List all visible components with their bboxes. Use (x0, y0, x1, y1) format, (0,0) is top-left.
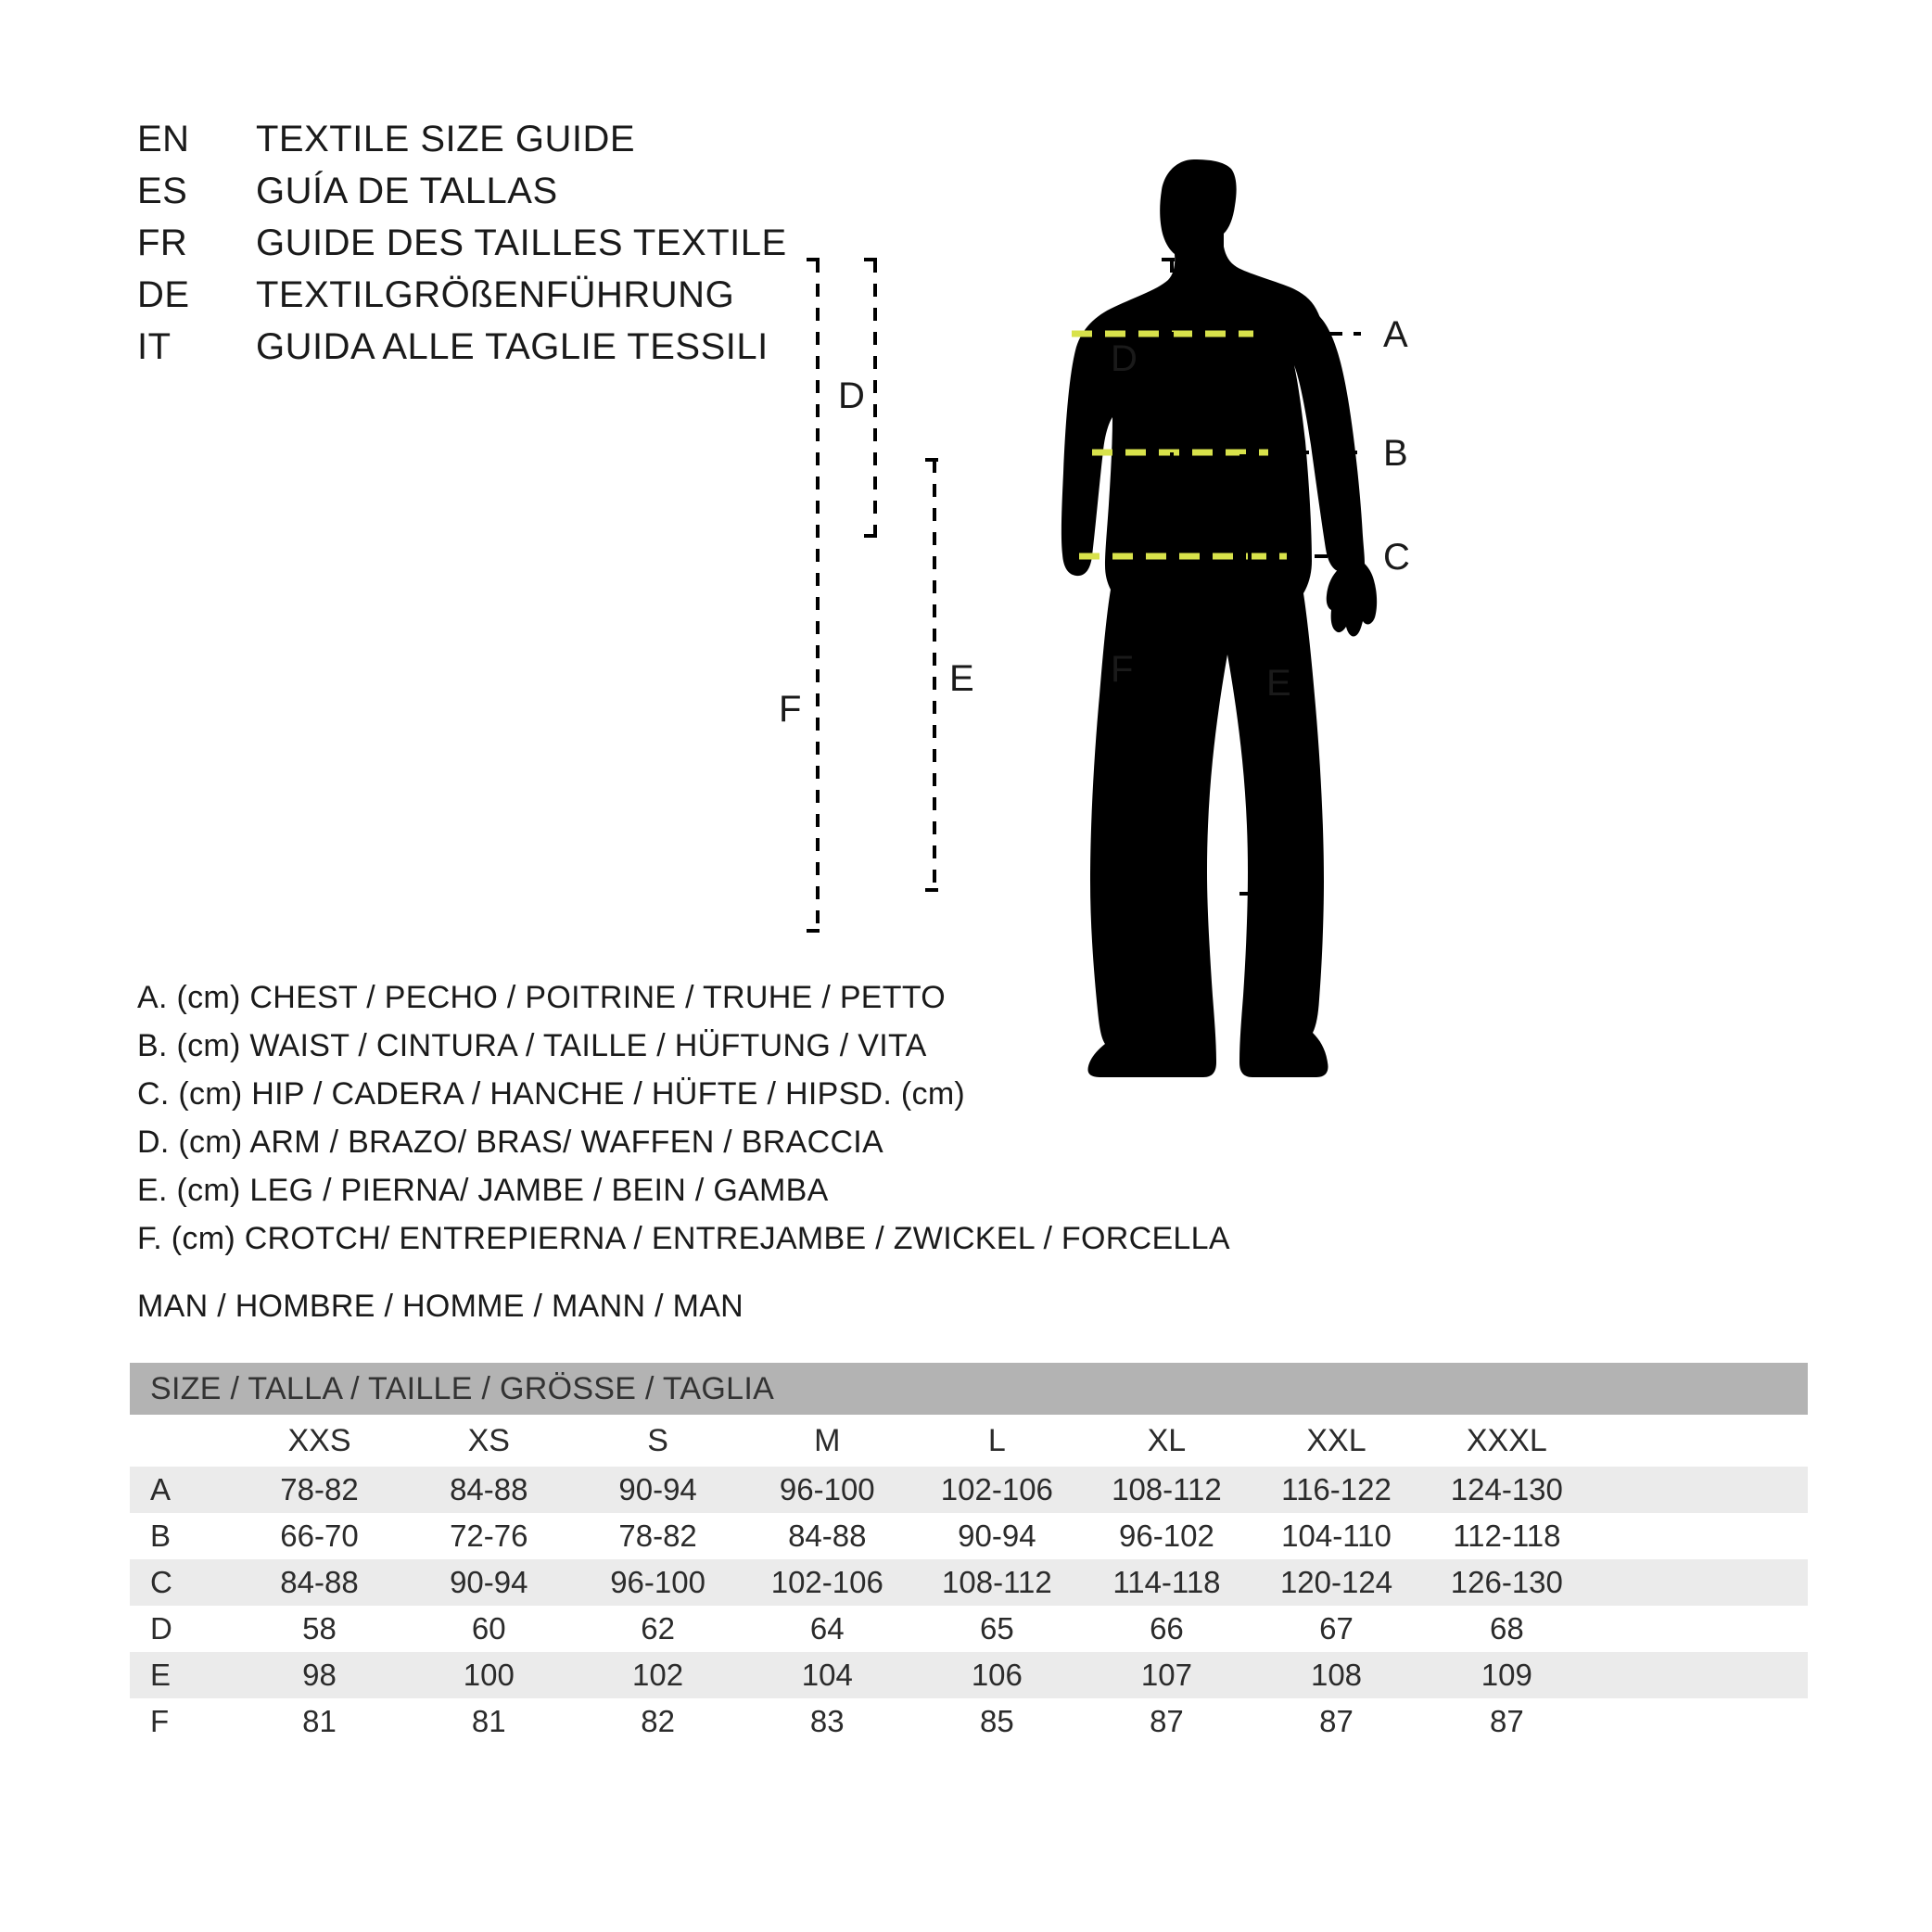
table-spacer-cell (1593, 1415, 1808, 1467)
dimension-lines-panel (1010, 93, 1381, 1205)
language-title: GUIDE DES TAILLES TEXTILE (256, 222, 787, 263)
table-corner-cell (130, 1415, 235, 1467)
cell-a-xxs: 78-82 (235, 1467, 404, 1513)
language-title-list (137, 119, 972, 378)
row-spacer (1593, 1513, 1808, 1559)
language-title: GUIDA ALLE TAGLIE TESSILI (256, 326, 769, 367)
cell-b-xxl: 104-110 (1252, 1513, 1421, 1559)
row-label-c: C (130, 1559, 235, 1606)
cell-b-xs: 72-76 (404, 1513, 573, 1559)
table-title-row (130, 1363, 1808, 1415)
cell-f-xxl: 87 (1252, 1698, 1421, 1745)
callout-label-f: F (1111, 649, 1134, 690)
cell-f-xxxl: 87 (1421, 1698, 1593, 1745)
table-row (130, 1467, 1808, 1513)
cell-a-xxl: 116-122 (1252, 1467, 1421, 1513)
row-label-b: B (130, 1513, 235, 1559)
cell-c-l: 108-112 (912, 1559, 1082, 1606)
callout-label-c: C (1383, 537, 1410, 578)
cell-e-xs: 100 (404, 1652, 573, 1698)
legend-item-c: C. (cm) HIP / CADERA / HANCHE / HÜFTE / HIPSD. (cm) (137, 1076, 966, 1112)
cell-f-xl: 87 (1082, 1698, 1252, 1745)
row-spacer (1593, 1698, 1808, 1745)
cell-e-xxxl: 109 (1421, 1652, 1593, 1698)
column-header-xxl: XXL (1252, 1415, 1421, 1467)
column-header-xxxl: XXXL (1421, 1415, 1593, 1467)
cell-c-s: 96-100 (573, 1559, 742, 1606)
cell-b-xxs: 66-70 (235, 1513, 404, 1559)
cell-a-xxxl: 124-130 (1421, 1467, 1593, 1513)
cell-c-xxl: 120-124 (1252, 1559, 1421, 1606)
language-code: EN (137, 119, 190, 159)
legend-item-f: F. (cm) CROTCH/ ENTREPIERNA / ENTREJAMBE / ZWICKEL / FORCELLA (137, 1221, 1230, 1256)
language-row-fr (137, 222, 972, 274)
cell-d-xs: 60 (404, 1606, 573, 1652)
cell-f-s: 82 (573, 1698, 742, 1745)
column-header-xxs: XXS (235, 1415, 404, 1467)
cell-b-m: 84-88 (743, 1513, 912, 1559)
language-row-it (137, 326, 972, 378)
cell-b-xl: 96-102 (1082, 1513, 1252, 1559)
language-code: IT (137, 326, 172, 367)
cell-d-m: 64 (743, 1606, 912, 1652)
cell-d-s: 62 (573, 1606, 742, 1652)
cell-a-s: 90-94 (573, 1467, 742, 1513)
cell-f-xs: 81 (404, 1698, 573, 1745)
language-title: TEXTILE SIZE GUIDE (256, 119, 636, 159)
column-header-l: L (912, 1415, 1082, 1467)
cell-d-xxl: 67 (1252, 1606, 1421, 1652)
table-row (130, 1559, 1808, 1606)
table-row (130, 1698, 1808, 1745)
cell-c-xs: 90-94 (404, 1559, 573, 1606)
cell-e-xxs: 98 (235, 1652, 404, 1698)
table-header-row (130, 1415, 1808, 1467)
column-header-xs: XS (404, 1415, 573, 1467)
row-spacer (1593, 1559, 1808, 1606)
callout-label-e: E (949, 658, 974, 699)
callout-label-b: B (1383, 433, 1408, 474)
cell-e-xl: 107 (1082, 1652, 1252, 1698)
callout-label-a: A (1383, 314, 1408, 355)
cell-e-l: 106 (912, 1652, 1082, 1698)
row-label-e: E (130, 1652, 235, 1698)
language-row-de (137, 274, 972, 326)
dimension-line-d (1162, 260, 1182, 538)
column-header-m: M (743, 1415, 912, 1467)
cell-b-s: 78-82 (573, 1513, 742, 1559)
cell-e-s: 102 (573, 1652, 742, 1698)
dimension-line-e (1239, 456, 1260, 896)
column-header-s: S (573, 1415, 742, 1467)
cell-d-xxxl: 68 (1421, 1606, 1593, 1652)
size-chart-table (130, 1363, 1808, 1745)
table-row (130, 1652, 1808, 1698)
legend-item-d: D. (cm) ARM / BRAZO/ BRAS/ WAFFEN / BRACCIA (137, 1125, 884, 1160)
cell-c-m: 102-106 (743, 1559, 912, 1606)
language-code: ES (137, 171, 188, 211)
row-label-a: A (130, 1467, 235, 1513)
callout-label-f: F (779, 689, 802, 730)
legend-item-a: A. (cm) CHEST / PECHO / POITRINE / TRUHE / PETTO (137, 980, 947, 1015)
language-row-en (137, 119, 972, 171)
callout-label-d: D (838, 375, 865, 416)
row-spacer (1593, 1467, 1808, 1513)
callout-label-e: E (1266, 663, 1291, 704)
cell-f-l: 85 (912, 1698, 1082, 1745)
row-spacer (1593, 1606, 1808, 1652)
legend-item-b: B. (cm) WAIST / CINTURA / TAILLE / HÜFTUNG / VITA (137, 1028, 927, 1063)
table-row (130, 1606, 1808, 1652)
language-code: DE (137, 274, 190, 315)
cell-d-xxs: 58 (235, 1606, 404, 1652)
gender-label: MAN / HOMBRE / HOMME / MANN / MAN (137, 1289, 744, 1324)
cell-b-l: 90-94 (912, 1513, 1082, 1559)
cell-a-m: 96-100 (743, 1467, 912, 1513)
cell-a-xs: 84-88 (404, 1467, 573, 1513)
language-code: FR (137, 222, 188, 263)
cell-c-xl: 114-118 (1082, 1559, 1252, 1606)
cell-d-xl: 66 (1082, 1606, 1252, 1652)
cell-f-xxs: 81 (235, 1698, 404, 1745)
cell-f-m: 83 (743, 1698, 912, 1745)
callout-label-d: D (1111, 338, 1138, 379)
row-label-d: D (130, 1606, 235, 1652)
table-title: SIZE / TALLA / TAILLE / GRÖSSE / TAGLIA (130, 1363, 1808, 1415)
dimension-line-e (925, 460, 946, 892)
language-row-es (137, 171, 972, 222)
cell-b-xxxl: 112-118 (1421, 1513, 1593, 1559)
cell-a-xl: 108-112 (1082, 1467, 1252, 1513)
cell-a-l: 102-106 (912, 1467, 1082, 1513)
column-header-xl: XL (1082, 1415, 1252, 1467)
cell-d-l: 65 (912, 1606, 1082, 1652)
language-title: TEXTILGRÖßENFÜHRUNG (256, 274, 735, 315)
cell-c-xxxl: 126-130 (1421, 1559, 1593, 1606)
table-row (130, 1513, 1808, 1559)
language-title: GUÍA DE TALLAS (256, 171, 558, 211)
cell-e-xxl: 108 (1252, 1652, 1421, 1698)
cell-e-m: 104 (743, 1652, 912, 1698)
row-label-f: F (130, 1698, 235, 1745)
row-spacer (1593, 1652, 1808, 1698)
cell-c-xxs: 84-88 (235, 1559, 404, 1606)
legend-item-e: E. (cm) LEG / PIERNA/ JAMBE / BEIN / GAMBA (137, 1173, 829, 1208)
